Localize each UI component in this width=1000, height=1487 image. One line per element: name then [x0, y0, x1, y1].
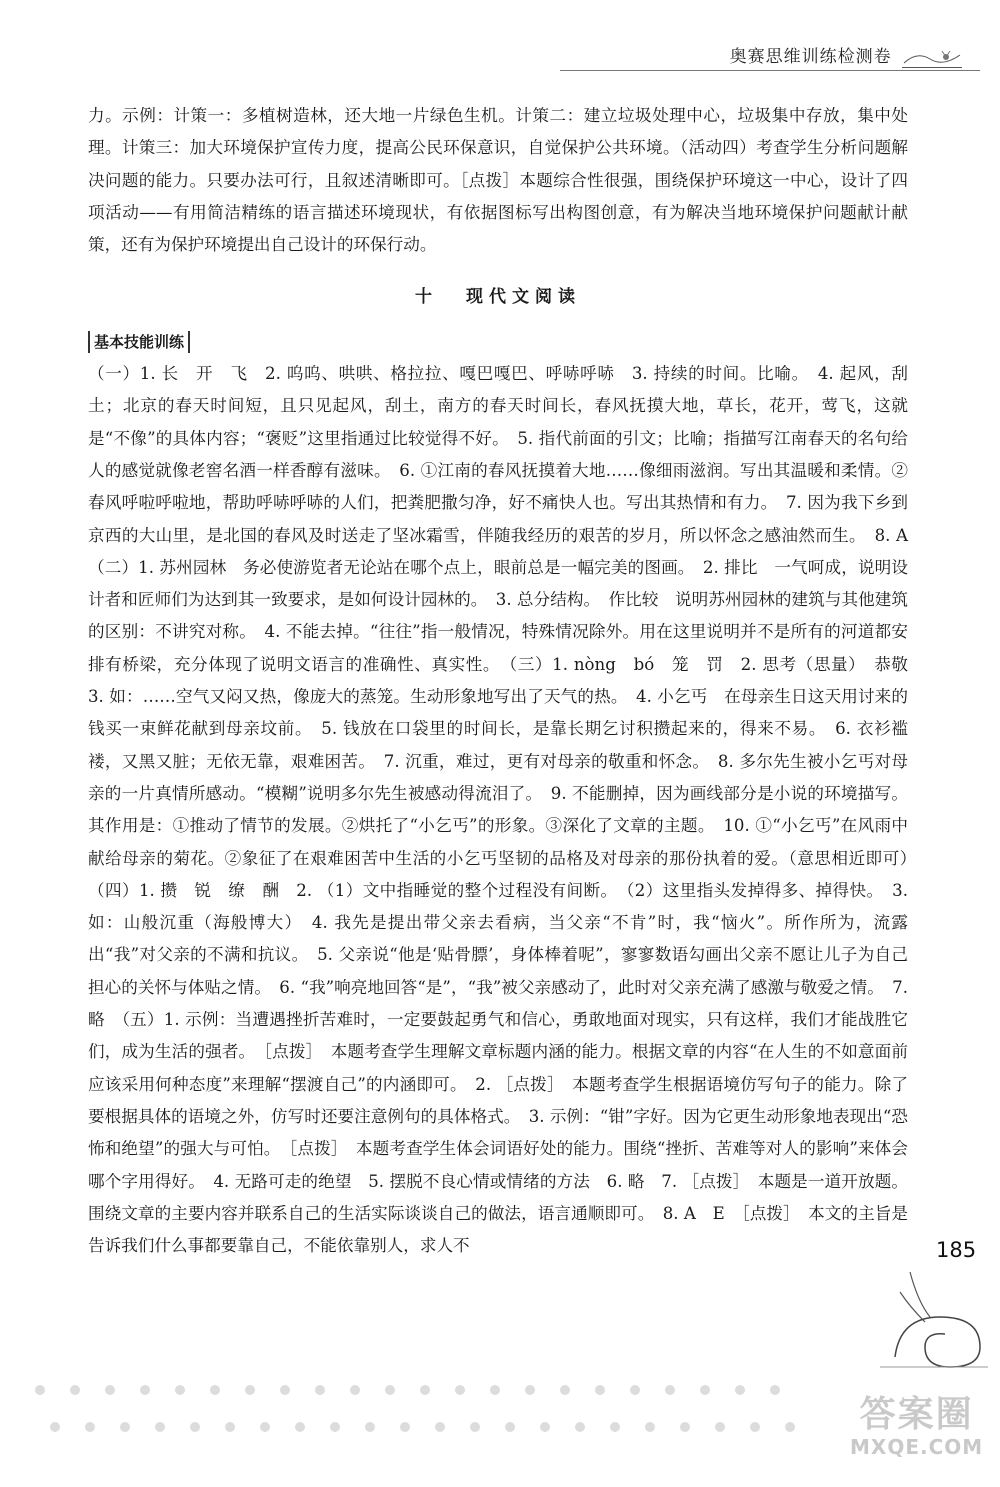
watermark	[850, 1395, 983, 1459]
answer-body: （一）1. 长 开 飞 2. 呜呜、哄哄、格拉拉、嘎巴嘎巴、呼哧呼哧 3. 持续的时间。比喻。 4. 起风，刮土；北京的春天时间短，且只见起风，刮土，南方的春天时间长，春风抚摸大地，草长，花开，莺飞，这就是“不像”的具体内容；“褒贬”这里指通过比较觉得不好。 5. 指代前面的引文；比喻；指描写江南春天的名句给人的感觉就像老窖名酒一样香醇有滋味。 6. ①江南的春风抚摸着大地……像细雨滋润。写出其温暖和柔情。②春风呼啦呼啦地，帮助呼哧呼哧的人们，把粪肥撒匀净，好不痛快人也。写出其热情和有力。 7. 因为我下乡到京西的大山里，是北国的春风及时送走了坚冰霜雪，伴随我经历的艰苦的岁月，所以怀念之感油然而生。 8. A （二）1. 苏州园林 务必使游览者无论站在哪个点上，眼前总是一幅完美的图画。 2. 排比 一气呵成，说明设计者和匠师们为达到其一致要求，是如何设计园林的。 3. 总分结构。 作比较 说明苏州园林的建筑与其他建筑的区别：不讲究对称。 4. 不能去掉。“往往”指一般情况，特殊情况除外。用在这里说明并不是所有的河道都安排有桥梁，充分体现了说明文语言的准确性、真实性。 （三）1. nòng bó 笼 罚 2. 思考（思量） 恭敬 3. 如：……空气又闷又热，像庞大的蒸笼。生动形象地写出了天气的热。 4. 小乞丐 在母亲生日这天用讨来的钱买一束鲜花献到母亲坟前。 5. 钱放在口袋里的时间长，是靠长期乞讨积攒起来的，得来不易。 6. 衣衫褴褛，又黑又脏；无依无靠，艰难困苦。 7. 沉重，难过，更有对母亲的敬重和怀念。 8. 多尔先生被小乞丐对母亲的一片真情所感动。“模糊”说明多尔先生被感动得流泪了。 9. 不能删掉，因为画线部分是小说的环境描写。其作用是：①推动了情节的发展。②烘托了“小乞丐”的形象。③深化了文章的主题。 10. ①“小乞丐”在风雨中献给母亲的菊花。②象征了在艰难困苦中生活的小乞丐坚韧的品格及对母亲的那份执着的爱。（意思相近即可） （四）1. 攒 锐 缭 酬 2. （1）文中指睡觉的整个过程没有间断。 （2）这里指头发掉得多、掉得快。 3. 如：山般沉重（海般博大） 4. 我先是提出带父亲去看病，当父亲“不肯”时，我“恼火”。所作所为，流露出“我”对父亲的不满和抗议。 5. 父亲说“他是‘贴骨膘’，身体棒着呢”，寥寥数语勾画出父亲不愿让儿子为自己担心的关怀与体贴之情。 6. “我”响亮地回答“是”，“我”被父亲感动了，此时对父亲充满了感激与敬爱之情。 7. 略 （五）1. 示例：当遭遇挫折苦难时，一定要鼓起勇气和信心，勇敢地面对现实，只有这样，我们才能战胜它们，成为生活的强者。 ［点拨］ 本题考查学生理解文章标题内涵的能力。根据文章的内容“在人生的不如意面前应该采用何种态度”来理解“摆渡自己”的内涵即可。 2. ［点拨］ 本题考查学生根据语境仿写句子的能力。除了要根据具体的语境之外，仿写时还要注意例句的具体格式。 3. 示例：“钳”字好。因为它更生动形象地表现出“恐怖和绝望”的强大与可怕。 ［点拨］ 本题考查学生体会词语好处的能力。围绕“挫折、苦难等对人的影响”来体会哪个字用得好。 4. 无路可走的绝望 5. 摆脱不良心情或情绪的方法 6. 略 7. ［点拨］ 本题是一道开放题。围绕文章的主要内容并联系自己的生活实际谈谈自己的做法，语言通顺即可。 8. A E ［点拨］ 本文的主旨是告诉我们什么事都要靠自己，不能依靠别人，求人不	[88, 364, 925, 1256]
page-content	[88, 100, 925, 1262]
section-title	[88, 281, 908, 313]
running-header	[730, 42, 962, 68]
decorative-dots	[30, 1375, 810, 1445]
header-rule	[560, 70, 980, 71]
section-number: 十	[415, 287, 438, 308]
page-number: 185	[936, 1238, 977, 1262]
box-label: 基本技能训练	[88, 331, 190, 353]
intro-paragraph: 力。示例：计策一：多植树造林，还大地一片绿色生机。计策二：建立垃圾处理中心，垃圾集中存放，集中处理。计策三：加大环境保护宣传力度，提高公民环保意识，自觉保护公共环境。（活动四）考查学生分析问题解决问题的能力。只要办法可行，且叙述清晰即可。［点拨］本题综合性很强，围绕保护环境这一中心，设计了四项活动——有用简洁精练的语言描述环境现状，有依据图标写出构图创意，有为解决当地环境保护问题献计献策，还有为保护环境提出自己设计的环保行动。	[88, 106, 908, 255]
section-heading: 现代文阅读	[466, 287, 581, 308]
header-title: 奥赛思维训练检测卷	[729, 47, 892, 67]
header-decoration-icon	[902, 47, 962, 68]
watermark-logo-text: 答案圈	[859, 1394, 974, 1435]
watermark-url: MXQE.COM	[850, 1435, 984, 1459]
snail-decoration-icon	[880, 1262, 990, 1372]
